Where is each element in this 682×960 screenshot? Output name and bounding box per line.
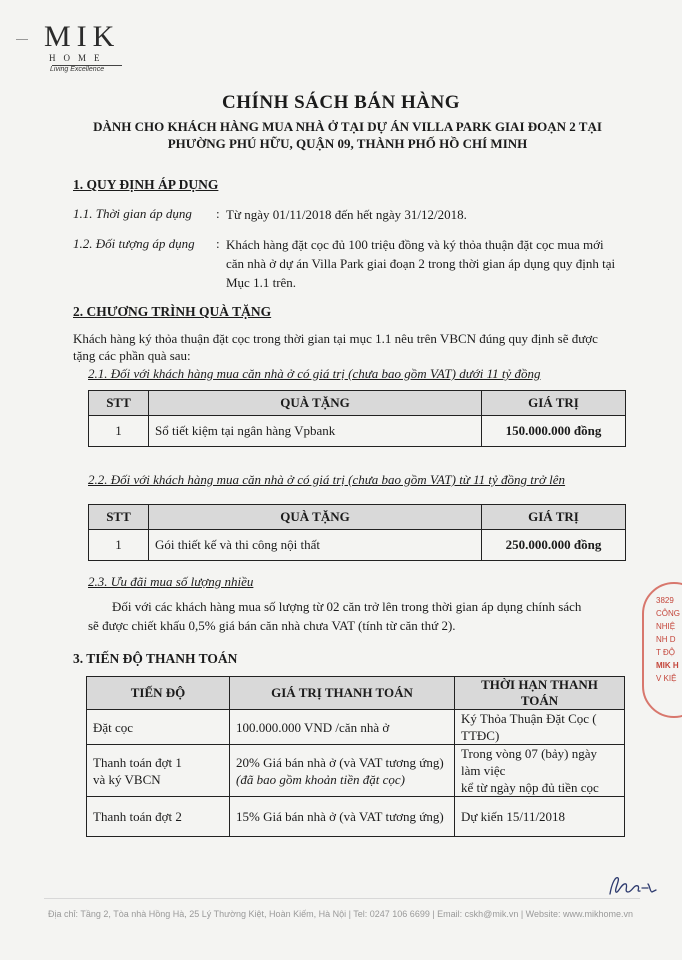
section-1-heading: 1. QUY ĐỊNH ÁP DỤNG — [73, 177, 219, 192]
row-deadline-line: Ký Thỏa Thuận Đặt Cọc ( TTĐC) — [461, 711, 597, 743]
table-row — [87, 745, 625, 797]
footer-divider — [44, 898, 640, 899]
company-stamp — [642, 582, 682, 718]
footer-address: Địa chỉ: Tầng 2, Tòa nhà Hồng Hà, 25 Lý Thường Kiệt, Hoàn Kiếm, Hà Nội | Tel: 0247 106 6699 | Email: cskh@mik.vn | Website: www.mikhome.vn — [48, 909, 634, 919]
item-1-2-label: 1.2. Đối tượng áp dụng — [73, 236, 195, 251]
row-deadline — [455, 710, 625, 745]
section-3-heading: 3. TIẾN ĐỘ THANH TOÁN — [73, 651, 238, 666]
payment-schedule-table — [86, 676, 625, 837]
margin-mark — [16, 39, 28, 40]
row-stt: 1 — [89, 416, 149, 447]
row-value — [230, 745, 455, 797]
row-stage — [87, 710, 230, 745]
item-1-1-label: 1.1. Thời gian áp dụng — [73, 206, 192, 221]
section-2-heading: 2. CHƯƠNG TRÌNH QUÀ TẶNG — [73, 304, 272, 319]
row-value-line: 100.000.000 VND /căn nhà ở — [236, 719, 390, 735]
row-stt: 1 — [89, 530, 149, 561]
stamp-text: MIK H — [656, 661, 679, 670]
row-value — [230, 797, 455, 837]
row-deadline-line: Trong vòng 07 (bảy) ngày làm việc — [461, 746, 598, 778]
subsection-2-3-heading: 2.3. Ưu đãi mua số lượng nhiều — [88, 574, 254, 589]
stamp-text: T ĐỘ — [656, 648, 675, 657]
column-header-stage: TIẾN ĐỘ — [87, 677, 230, 710]
column-header-value: GIÁ TRỊ — [482, 505, 626, 530]
subsection-2-3-text-line-1: Đối với các khách hàng mua số lượng từ 02 căn trở lên trong thời gian áp dụng chính sách — [112, 599, 582, 614]
column-header-value: GIÁ TRỊ THANH TOÁN — [230, 677, 455, 710]
document-subtitle: DÀNH CHO KHÁCH HÀNG MUA NHÀ Ở TẠI DỰ ÁN VILLA PARK GIAI ĐOẠN 2 TẠI PHƯỜNG PHÚ HỮU, QUẬN 09, THÀNH PHỐ HỒ CHÍ MINH — [93, 119, 602, 151]
stamp-text: 3829 — [656, 596, 674, 605]
item-1-1-colon: : — [216, 206, 220, 221]
table-row — [87, 710, 625, 745]
subsection-2-1-heading: 2.1. Đối với khách hàng mua căn nhà ở có giá trị (chưa bao gồm VAT) dưới 11 tỷ đồng — [88, 366, 541, 381]
row-gift: Sổ tiết kiệm tại ngân hàng Vpbank — [149, 416, 482, 447]
row-deadline — [455, 745, 625, 797]
gift-table-1 — [88, 390, 626, 447]
column-header-gift: QUÀ TẶNG — [149, 391, 482, 416]
stamp-text: V KIỆ — [656, 674, 677, 683]
column-header-value: GIÁ TRỊ — [482, 391, 626, 416]
item-1-2-colon: : — [216, 236, 220, 251]
item-1-2-text-line-2: căn nhà ở dự án Villa Park giai đoạn 2 trong thời gian áp dụng quy định tại — [226, 256, 616, 271]
subsection-2-2-heading: 2.2. Đối với khách hàng mua căn nhà ở có giá trị (chưa bao gồm VAT) từ 11 tỷ đồng trở lên — [88, 472, 566, 487]
document-title: CHÍNH SÁCH BÁN HÀNG — [221, 92, 461, 113]
row-gift: Gói thiết kế và thi công nội thất — [149, 530, 482, 561]
row-stage-line: và ký VBCN — [93, 771, 161, 787]
row-value-line: 15% Giá bán nhà ở (và VAT tương ứng) — [236, 809, 444, 824]
column-header-stt: STT — [89, 505, 149, 530]
signature-icon — [604, 870, 664, 900]
row-value-line: 20% Giá bán nhà ở (và VAT tương ứng) — [236, 754, 444, 770]
row-stage — [87, 745, 230, 797]
row-value — [230, 710, 455, 745]
stamp-text: CÔNG — [656, 609, 680, 618]
row-stage — [87, 797, 230, 837]
stamp-text: NHIỆ — [656, 622, 676, 631]
row-value: 150.000.000 đồng — [482, 416, 626, 447]
section-2-intro-line-2: tặng các phần quà sau: — [73, 348, 191, 363]
company-logo: MIK — [44, 20, 121, 53]
row-value: 250.000.000 đồng — [482, 530, 626, 561]
column-header-gift: QUÀ TẶNG — [149, 505, 482, 530]
logo-tagline: Living Excellence — [50, 66, 105, 73]
table-row — [87, 797, 625, 837]
column-header-deadline: THỜI HẠN THANH TOÁN — [455, 677, 625, 710]
row-stage-line: Đặt cọc — [93, 719, 134, 735]
row-stage-line: Thanh toán đợt 2 — [93, 809, 182, 824]
item-1-1-text: Từ ngày 01/11/2018 đến hết ngày 31/12/2018. — [226, 207, 467, 222]
row-deadline-line: kể từ ngày nộp đủ tiền cọc — [461, 780, 599, 795]
row-deadline-line: Dự kiến 15/11/2018 — [461, 809, 566, 824]
row-stage-line: Thanh toán đợt 1 — [93, 754, 182, 770]
row-value-note: (đã bao gồm khoản tiền đặt cọc) — [236, 771, 405, 787]
logo-subtext: HOME — [49, 53, 108, 63]
row-deadline — [455, 797, 625, 837]
column-header-stt: STT — [89, 391, 149, 416]
subsection-2-3-text-line-2: sẽ được chiết khấu 0,5% giá bán căn nhà chưa VAT (tính từ căn thứ 2). — [88, 618, 456, 633]
section-2-intro-line-1: Khách hàng ký thỏa thuận đặt cọc trong thời gian tại mục 1.1 nêu trên VBCN đúng quy định sẽ được — [73, 331, 598, 346]
table-row — [89, 416, 626, 447]
item-1-2-text-line-1: Khách hàng đặt cọc đủ 100 triệu đồng và ký thỏa thuận đặt cọc mua mới — [226, 237, 604, 252]
stamp-text: NH D — [656, 635, 676, 644]
table-row — [89, 530, 626, 561]
gift-table-2 — [88, 504, 626, 561]
item-1-2-text-line-3: Mục 1.1 trên. — [226, 275, 297, 290]
